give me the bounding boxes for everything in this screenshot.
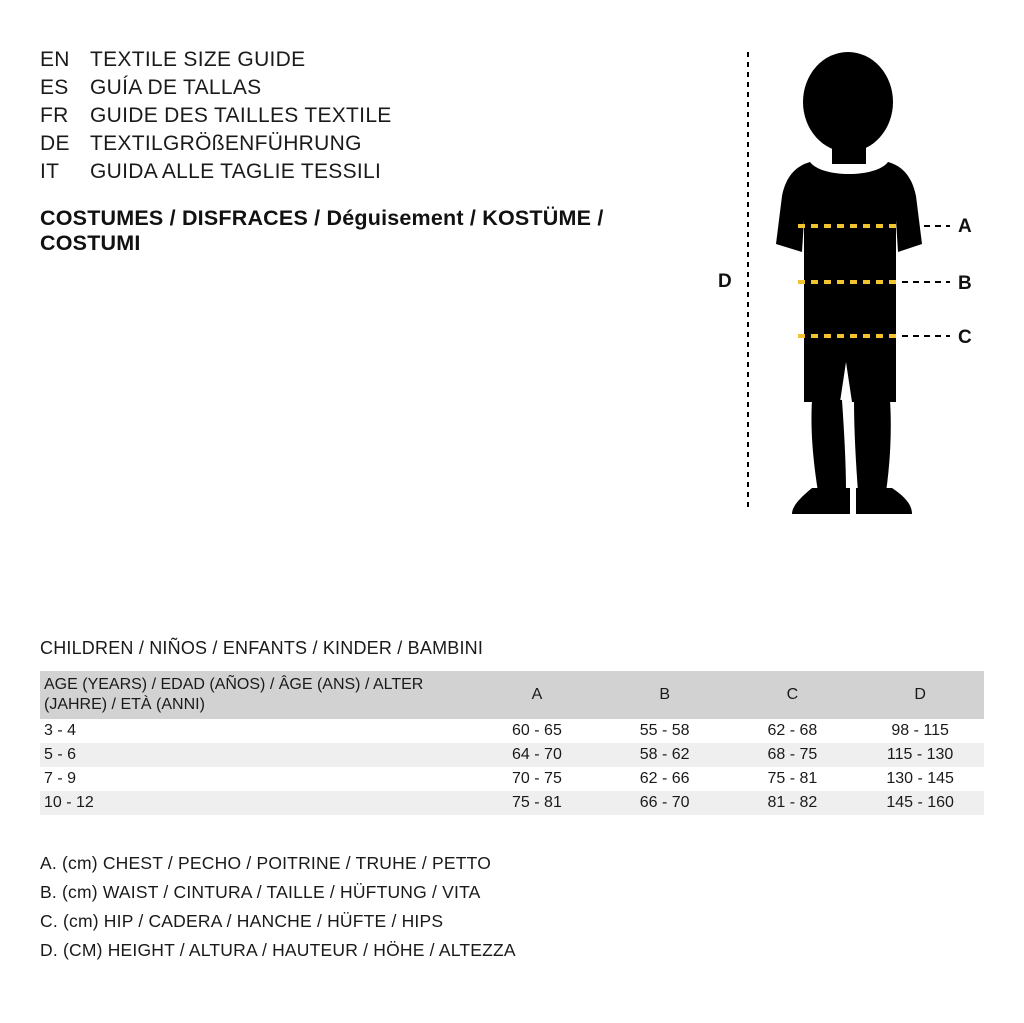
cell-hip: 62 - 68 <box>767 722 818 739</box>
language-code-it: IT <box>40 160 60 183</box>
cell-waist: 66 - 70 <box>639 794 690 811</box>
cell-hip: 75 - 81 <box>767 770 818 787</box>
cell-waist: 62 - 66 <box>639 770 690 787</box>
language-text-es: GUÍA DE TALLAS <box>90 76 262 99</box>
table-header-c: C <box>786 686 799 703</box>
legend-line-c: C. (cm) HIP / CADERA / HANCHE / HÜFTE / HIPS <box>40 911 444 931</box>
figure-label-b: B <box>958 273 972 294</box>
language-row-en <box>40 48 700 72</box>
language-row-fr <box>40 104 700 128</box>
legend-line-a: A. (cm) CHEST / PECHO / POITRINE / TRUHE / PETTO <box>40 853 492 873</box>
language-code-en: EN <box>40 48 70 71</box>
size-table-section <box>40 638 984 815</box>
table-row <box>40 719 984 743</box>
table-header-b: B <box>659 686 670 703</box>
table-header-d: D <box>914 686 926 703</box>
size-table <box>40 671 984 815</box>
language-text-en: TEXTILE SIZE GUIDE <box>90 48 306 71</box>
language-row-de <box>40 132 700 156</box>
language-text-it: GUIDA ALLE TAGLIE TESSILI <box>90 160 382 183</box>
cell-hip: 68 - 75 <box>767 746 818 763</box>
table-header-a: A <box>531 686 543 703</box>
language-text-de: TEXTILGRÖßENFÜHRUNG <box>90 132 362 155</box>
cell-age: 5 - 6 <box>44 746 77 763</box>
cell-hip: 81 - 82 <box>767 794 818 811</box>
cell-age: 7 - 9 <box>44 770 77 787</box>
figure-label-d: D <box>718 271 732 292</box>
cell-waist: 58 - 62 <box>639 746 690 763</box>
language-code-es: ES <box>40 76 69 99</box>
figure-label-c: C <box>958 327 972 348</box>
language-code-fr: FR <box>40 104 69 127</box>
legend-line-b: B. (cm) WAIST / CINTURA / TAILLE / HÜFTUNG / VITA <box>40 882 481 902</box>
cell-chest: 64 - 70 <box>512 746 562 763</box>
table-row <box>40 743 984 767</box>
cell-chest: 75 - 81 <box>512 794 562 811</box>
language-text-fr: GUIDE DES TAILLES TEXTILE <box>90 104 392 127</box>
measurement-legend <box>40 853 740 969</box>
language-code-de: DE <box>40 132 70 155</box>
language-row-it <box>40 160 700 184</box>
cell-height: 130 - 145 <box>886 770 954 787</box>
table-caption: CHILDREN / NIÑOS / ENFANTS / KINDER / BAMBINI <box>40 638 484 658</box>
cell-chest: 60 - 65 <box>512 722 562 739</box>
child-silhouette-icon <box>700 30 1000 550</box>
cell-age: 10 - 12 <box>44 794 94 811</box>
table-header-age: AGE (YEARS) / EDAD (AÑOS) / ÂGE (ANS) / ALTER (JAHRE) / ETÀ (ANNI) <box>44 676 424 713</box>
language-row-es <box>40 76 700 100</box>
cell-height: 145 - 160 <box>886 794 954 811</box>
cell-waist: 55 - 58 <box>639 722 690 739</box>
cell-height: 98 - 115 <box>891 722 949 739</box>
category-title: COSTUMES / DISFRACES / Déguisement / KOSTÜME / COSTUMI <box>40 206 604 255</box>
silhouette-shape <box>776 52 922 514</box>
cell-chest: 70 - 75 <box>512 770 562 787</box>
table-row <box>40 767 984 791</box>
cell-height: 115 - 130 <box>886 746 954 763</box>
table-row <box>40 791 984 815</box>
measurement-figure <box>700 30 1000 550</box>
size-guide-header <box>40 48 700 256</box>
cell-age: 3 - 4 <box>44 722 77 739</box>
figure-label-a: A <box>958 216 972 237</box>
legend-line-d: D. (CM) HEIGHT / ALTURA / HAUTEUR / HÖHE / ALTEZZA <box>40 940 516 960</box>
table-header-row <box>40 671 984 719</box>
